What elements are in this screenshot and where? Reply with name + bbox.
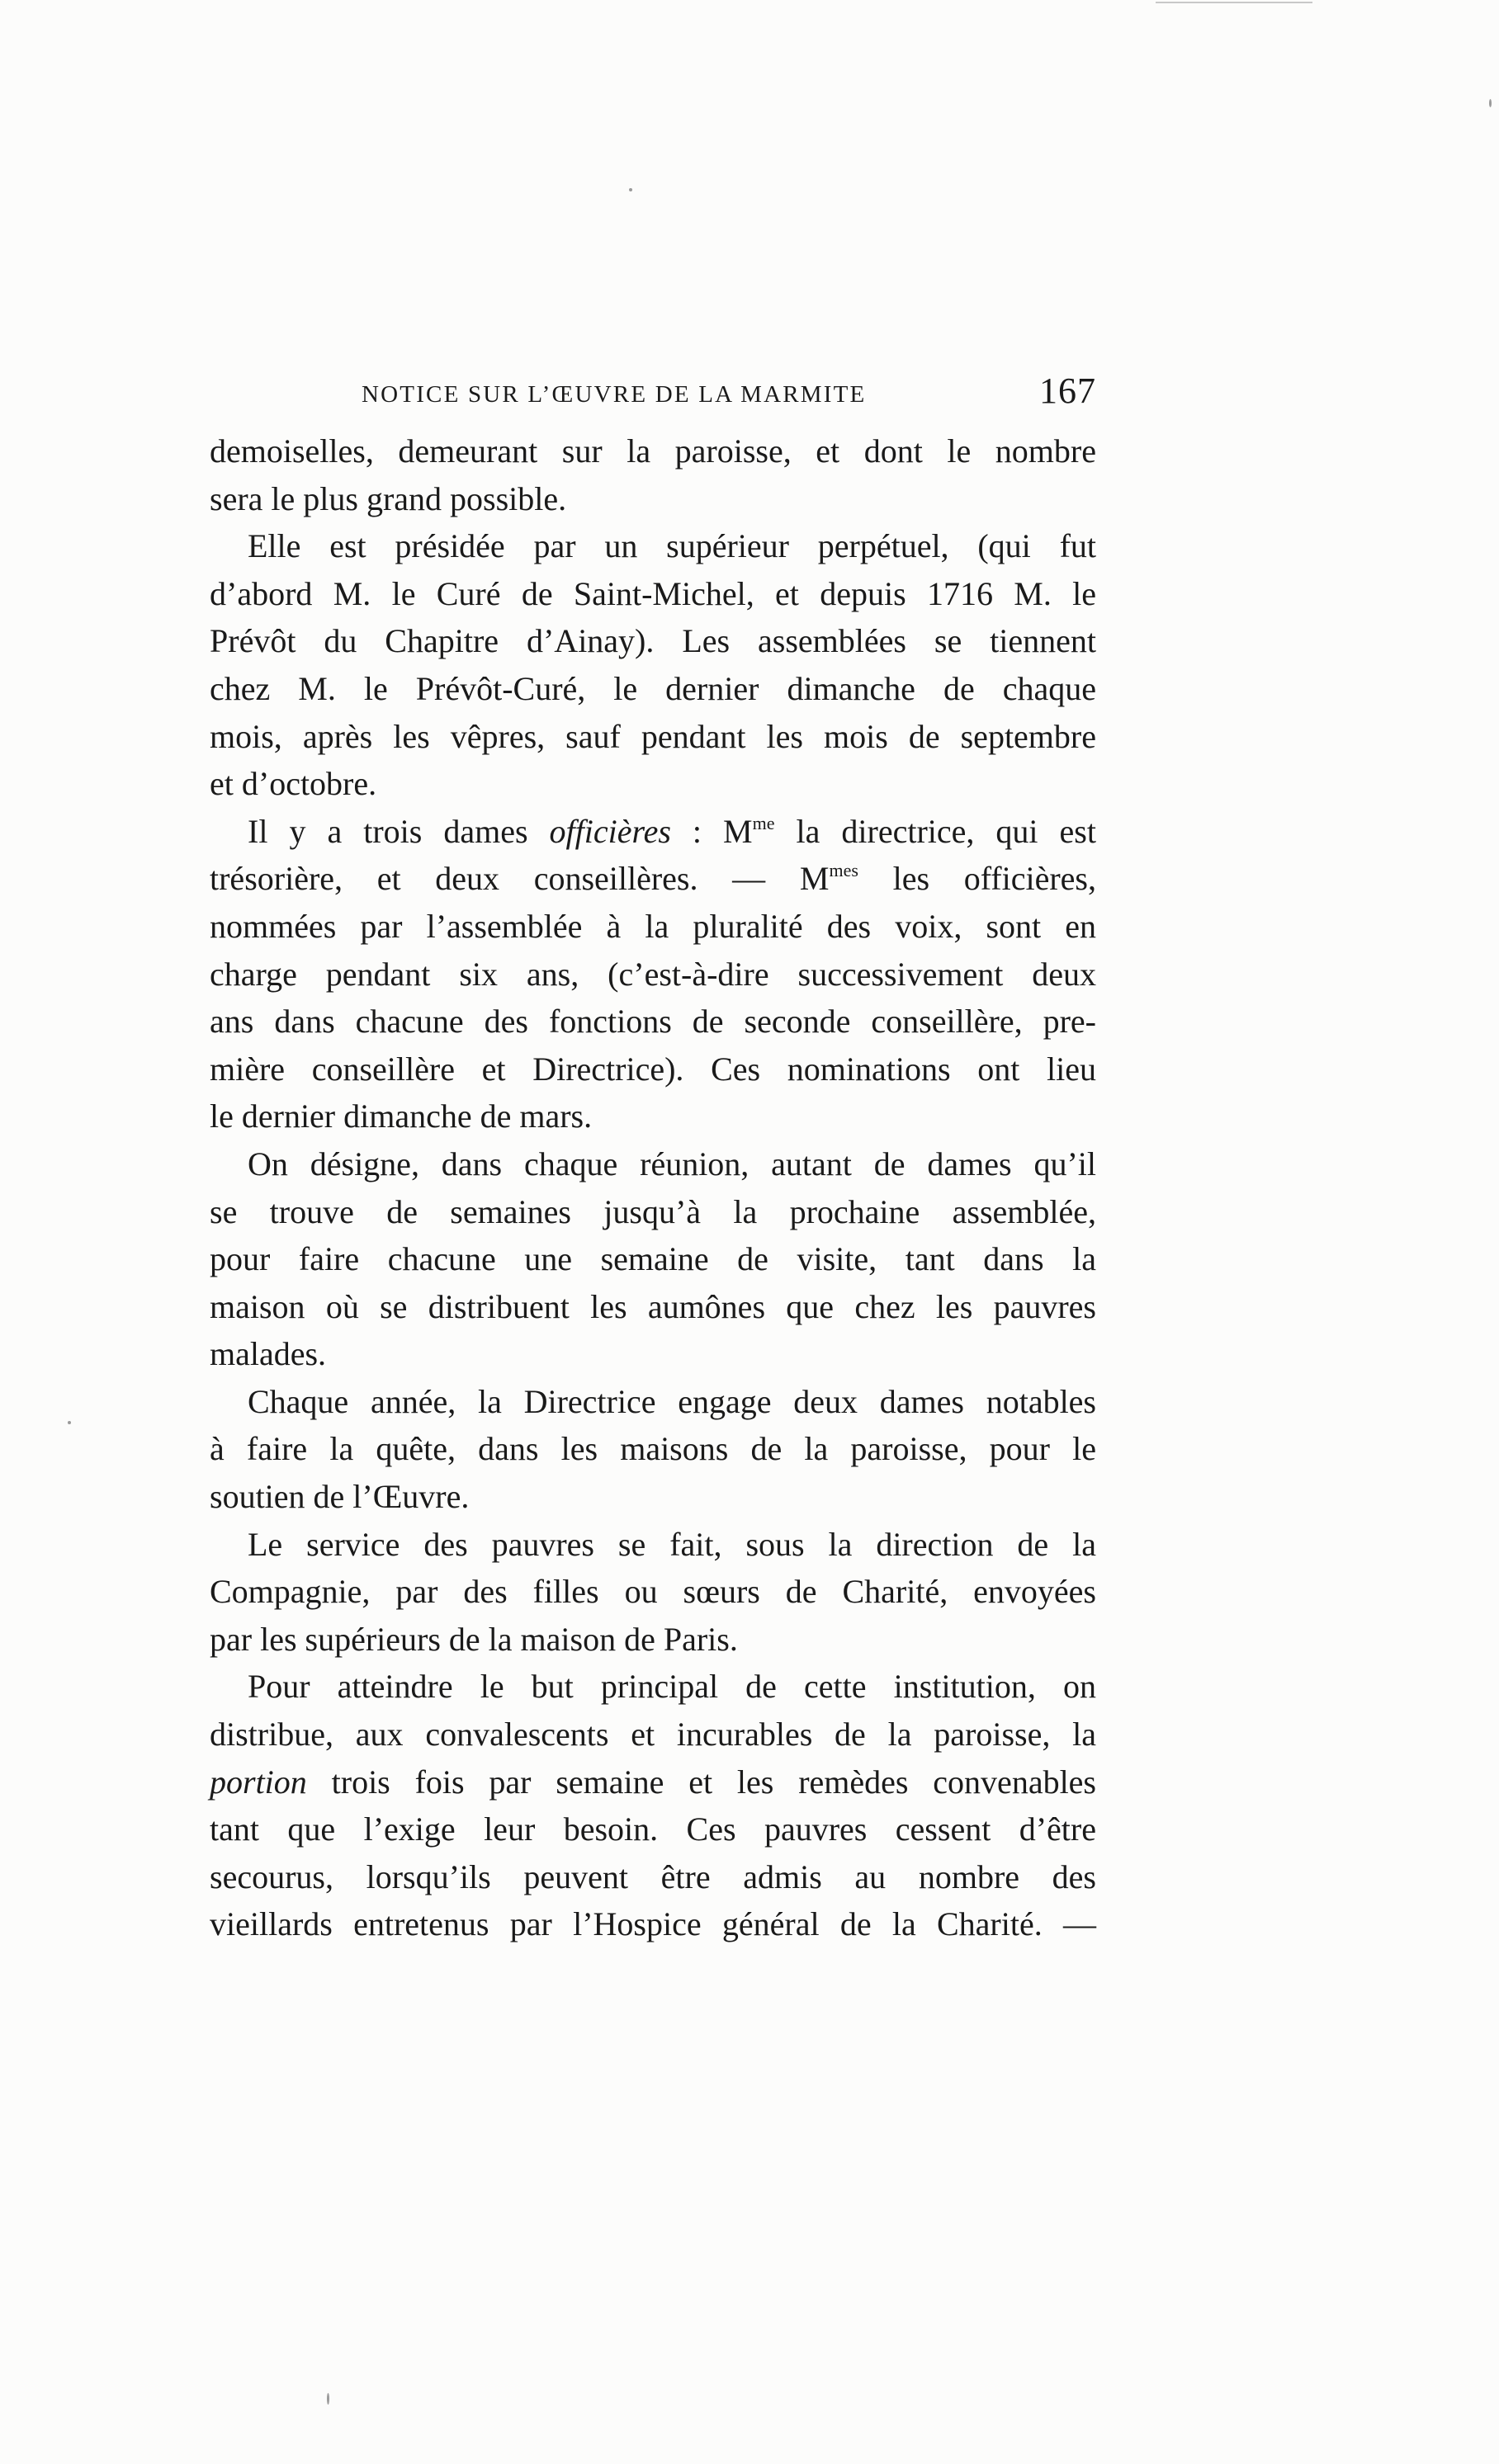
text-line: Le service des pauvres se fait, sous la direction de la xyxy=(248,1525,1096,1563)
text-run: : M xyxy=(670,812,753,850)
paragraph xyxy=(210,522,1096,808)
text-run: trois fois par semaine et les remèdes convenables xyxy=(306,1763,1096,1801)
text-line: se trouve de semaines jusqu’à la prochaine assemblée, xyxy=(210,1192,1096,1230)
text-line: Chaque année, la Directrice engage deux dames notables xyxy=(248,1382,1096,1420)
text-line: le dernier dimanche de mars. xyxy=(210,1097,593,1135)
body-text xyxy=(210,427,1096,1948)
text-line: ans dans chacune des fonctions de seconde conseillère, pre- xyxy=(210,1003,1096,1041)
text-line xyxy=(210,808,1096,856)
text-line: demoiselles, demeurant sur la paroisse, et dont le nombre xyxy=(210,432,1096,470)
text-line: à faire la quête, dans les maisons de la paroisse, pour le xyxy=(210,1430,1096,1468)
paragraph xyxy=(210,1140,1096,1378)
text-line: Pour atteindre le but principal de cette institution, on xyxy=(248,1668,1096,1706)
text-line: distribue, aux convalescents et incurables de la paroisse, la xyxy=(210,1716,1096,1754)
text-line: On désigne, dans chaque réunion, autant de dames qu’il xyxy=(248,1145,1096,1182)
superscript: me xyxy=(752,812,775,833)
paragraph xyxy=(210,427,1096,522)
text-line: tant que l’exige leur besoin. Ces pauvres cessent d’être xyxy=(210,1810,1096,1848)
text-line: malades. xyxy=(210,1335,327,1373)
ink-speck xyxy=(327,2393,329,2405)
text-line xyxy=(210,1758,1096,1806)
paragraph xyxy=(210,1378,1096,1521)
text-line: sera le plus grand possible. xyxy=(210,479,567,517)
paragraph xyxy=(210,1663,1096,1948)
text-line: charge pendant six ans, (c’est-à-dire successivement deux xyxy=(210,955,1096,993)
text-line: secourus, lorsqu’ils peuvent être admis au nombre des xyxy=(210,1857,1096,1895)
text-line: Compagnie, par des filles ou sœurs de Charité, envoyées xyxy=(210,1573,1096,1611)
ink-speck xyxy=(1489,99,1492,107)
text-line: maison où se distribuent les aumônes que chez les pauvres xyxy=(210,1287,1096,1325)
text-line: Prévôt du Chapitre d’Ainay). Les assemblées se tiennent xyxy=(210,622,1096,660)
text-line: Elle est présidée par un supérieur perpétuel, (qui fut xyxy=(248,527,1096,565)
running-title: NOTICE SUR L’ŒUVRE DE LA MARMITE xyxy=(362,381,867,408)
text-line: chez M. le Prévôt-Curé, le dernier dimanche de chaque xyxy=(210,669,1096,707)
ink-speck xyxy=(629,188,632,191)
text-line: d’abord M. le Curé de Saint-Michel, et depuis 1716 M. le xyxy=(210,574,1096,612)
text-line: par les supérieurs de la maison de Paris. xyxy=(210,1620,738,1658)
paragraph xyxy=(210,1521,1096,1664)
text-line: mière conseillère et Directrice). Ces nominations ont lieu xyxy=(210,1050,1096,1088)
text-line: vieillards entretenus par l’Hospice général de la Charité. — xyxy=(210,1905,1096,1943)
text-run: la directrice, qui est xyxy=(774,812,1096,850)
text-line: et d’octobre. xyxy=(210,765,377,803)
page-edge-mark xyxy=(1156,2,1312,3)
text-line: mois, après les vêpres, sauf pendant les mois de septembre xyxy=(210,717,1096,755)
paragraph xyxy=(210,808,1096,1140)
text-run: Il y a trois dames xyxy=(248,812,550,850)
ink-speck xyxy=(68,1421,71,1424)
italic-term: officières xyxy=(549,812,671,850)
text-line: nommées par l’assemblée à la pluralité des voix, sont en xyxy=(210,907,1096,945)
text-run: trésorière, et deux conseillères. — M xyxy=(210,860,830,898)
text-line: soutien de l’Œuvre. xyxy=(210,1478,470,1516)
superscript: mes xyxy=(829,860,858,881)
page-number: 167 xyxy=(1039,371,1096,411)
text-line: pour faire chacune une semaine de visite, tant dans la xyxy=(210,1240,1096,1278)
italic-term: portion xyxy=(210,1763,307,1801)
text-line xyxy=(210,855,1096,903)
running-header xyxy=(213,370,1096,419)
text-run: les officières, xyxy=(858,860,1097,898)
